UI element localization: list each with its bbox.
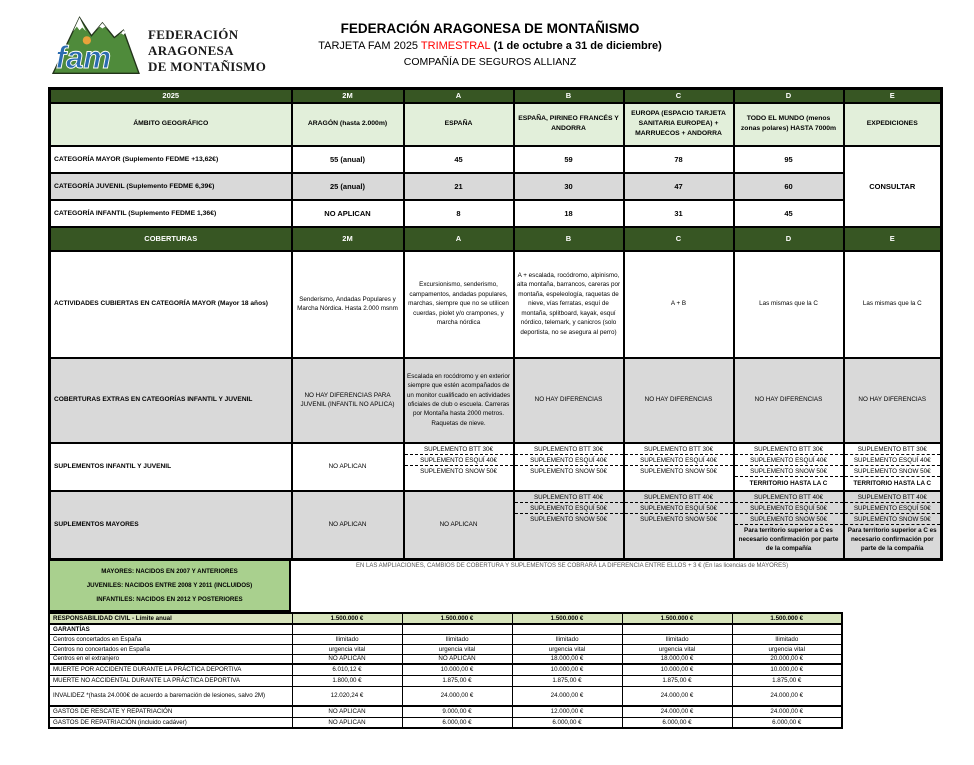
cell: 24.000,00 € bbox=[622, 706, 732, 717]
cell: Ilimitado bbox=[402, 634, 512, 644]
suplemento-item: SUPLEMENTO ESQUÍ 40€ bbox=[515, 455, 623, 466]
suplemento-item: SUPLEMENTO SNOW 50€ bbox=[420, 467, 497, 475]
page-title: FEDERACIÓN ARAGONESA DE MONTAÑISMO bbox=[340, 21, 640, 36]
col-header-d: D bbox=[734, 89, 844, 103]
cell: 1.875,00 € bbox=[732, 675, 842, 686]
cell: urgencia vital bbox=[622, 644, 732, 654]
cell: ESPAÑA, PIRINEO FRANCÉS Y ANDORRA bbox=[514, 103, 624, 146]
cell: NO HAY DIFERENCIAS PARA JUVENIL (INFANTIL NO APLICA) bbox=[292, 358, 404, 443]
cell: GASTOS DE RESCATE Y REPATRIACIÓN bbox=[49, 706, 292, 717]
cell: Ilimitado bbox=[732, 634, 842, 644]
suplemento-item: SUPLEMENTO ESQUÍ 50€ bbox=[845, 503, 941, 514]
cell: 1.500.000 € bbox=[512, 613, 622, 624]
pricing-table bbox=[48, 87, 943, 561]
cell: 24.000,00 € bbox=[732, 706, 842, 717]
cell: 6.000,00 € bbox=[732, 717, 842, 728]
subtitle-suffix: (1 de octubre a 31 de diciembre) bbox=[490, 40, 662, 52]
cell: 1.800,00 € bbox=[292, 675, 402, 686]
cell: 47 bbox=[624, 173, 734, 200]
cell: urgencia vital bbox=[512, 644, 622, 654]
cell: TODO EL MUNDO (menos zonas polares) HASTA 7000m bbox=[734, 103, 844, 146]
cell: NO HAY DIFERENCIAS bbox=[514, 358, 624, 443]
cell: EXPEDICIONES bbox=[844, 103, 942, 146]
insurer-line: COMPAÑÍA DE SEGUROS ALLIANZ bbox=[403, 56, 577, 68]
col-header-coberturas: COBERTURAS bbox=[50, 227, 292, 251]
cell: NO HAY DIFERENCIAS bbox=[734, 358, 844, 443]
cell: RESPONSABILIDAD CIVIL - Límite anual bbox=[49, 613, 292, 624]
cell: Centros concertados en España bbox=[49, 634, 292, 644]
suplemento-item: SUPLEMENTO BTT 30€ bbox=[735, 444, 843, 455]
suplemento-item: SUPLEMENTO SNOW 50€ bbox=[845, 466, 941, 477]
categoria-juvenil-row bbox=[50, 173, 942, 200]
col-header-a: A bbox=[404, 227, 514, 251]
cell: 1.500.000 € bbox=[402, 613, 512, 624]
cell: CATEGORÍA MAYOR (Suplemento FEDME +13,62€) bbox=[50, 146, 292, 173]
cell: urgencia vital bbox=[732, 644, 842, 654]
cell bbox=[404, 443, 514, 491]
cell bbox=[514, 443, 624, 491]
cell bbox=[844, 491, 942, 560]
subtitle-prefix: TARJETA FAM 2025 bbox=[318, 40, 421, 52]
ages-line-juveniles: JUVENILES: NACIDOS ENTRE 2008 Y 2011 (INCLUIDOS) bbox=[86, 582, 253, 589]
cell: ARAGÓN (hasta 2.000m) bbox=[292, 103, 404, 146]
cell: Excursionismo, senderismo, campamentos, andadas populares, marchas, siempre que no se utilicen cuerdas, piolet y/o crampones, y marcha nórdica bbox=[404, 251, 514, 358]
cell: 10.000,00 € bbox=[622, 664, 732, 675]
territorio-note: TERRITORIO HASTA LA C bbox=[749, 479, 828, 487]
suplemento-item: SUPLEMENTO ESQUÍ 40€ bbox=[405, 455, 513, 466]
cell: 12.020,24 € bbox=[292, 686, 402, 706]
cell: NO APLICAN bbox=[402, 654, 512, 664]
cell: CATEGORÍA INFANTIL (Suplemento FEDME 1,36€) bbox=[50, 200, 292, 227]
org-name-line: DE MONTAÑISMO bbox=[148, 59, 267, 74]
coberturas-extras-row bbox=[50, 358, 942, 443]
cell: EUROPA (ESPACIO TARJETA SANITARIA EUROPEA) + MARRUECOS + ANDORRA bbox=[624, 103, 734, 146]
col-header-d: D bbox=[734, 227, 844, 251]
cell: Ilimitado bbox=[292, 634, 402, 644]
suplemento-item: SUPLEMENTO ESQUÍ 40€ bbox=[735, 455, 843, 466]
org-name-line: FEDERACIÓN bbox=[148, 27, 239, 42]
fam-logo-text: fam bbox=[55, 39, 112, 75]
suplemento-item: SUPLEMENTO ESQUÍ 50€ bbox=[515, 503, 623, 514]
col-header-b: B bbox=[514, 227, 624, 251]
cell: MUERTE NO ACCIDENTAL DURANTE LA PRÁCTICA DEPORTIVA bbox=[49, 675, 292, 686]
cell: 55 (anual) bbox=[292, 146, 404, 173]
cell bbox=[734, 443, 844, 491]
cell: 95 bbox=[734, 146, 844, 173]
table-row bbox=[49, 654, 842, 664]
subtitle-highlight: TRIMESTRAL bbox=[420, 40, 491, 52]
col-header-c: C bbox=[624, 89, 734, 103]
confirmacion-note: Para territorio superior a C es necesario confirmación por parte de la compañía bbox=[847, 526, 937, 552]
ampliaciones-note: EN LAS AMPLIACIONES, CAMBIOS DE COBERTURA Y SUPLEMENTOS SE COBRARÁ LA DIFERENCIA ENTRE ELLOS + 3 € (En las licencias de MAYORES) bbox=[356, 563, 789, 569]
cell: 24.000,00 € bbox=[622, 686, 732, 706]
cell: 1.875,00 € bbox=[622, 675, 732, 686]
table-row bbox=[49, 675, 842, 686]
suplementos-infantil-row bbox=[50, 443, 942, 491]
cell: 6.000,00 € bbox=[402, 717, 512, 728]
cell: 18.000,00 € bbox=[622, 654, 732, 664]
cell: Ilimitado bbox=[512, 634, 622, 644]
cell: NO HAY DIFERENCIAS bbox=[844, 358, 942, 443]
cell bbox=[624, 491, 734, 560]
cell: ACTIVIDADES CUBIERTAS EN CATEGORÍA MAYOR (Mayor 18 años) bbox=[50, 251, 292, 358]
cell: 10.000,00 € bbox=[512, 664, 622, 675]
cell bbox=[514, 491, 624, 560]
cell: MUERTE POR ACCIDENTE DURANTE LA PRÁCTICA DEPORTIVA bbox=[49, 664, 292, 675]
ages-legend-box bbox=[48, 559, 291, 612]
categoria-mayor-row bbox=[50, 146, 942, 173]
cell: Escalada en rocódromo y en exterior siempre que estén acompañados de un monitor cualificado en actividades oficiales de club o escuela. Carreras por Montaña hasta 2000 metros. Raquetas de nieve. bbox=[404, 358, 514, 443]
col-header-b: B bbox=[514, 89, 624, 103]
cell bbox=[732, 624, 842, 634]
suplemento-item: SUPLEMENTO SNOW 50€ bbox=[640, 467, 717, 475]
cell: 78 bbox=[624, 146, 734, 173]
cell: Las mismas que la C bbox=[734, 251, 844, 358]
cell: NO APLICAN bbox=[292, 717, 402, 728]
col-header-2m: 2M bbox=[292, 227, 404, 251]
cell: NO HAY DIFERENCIAS bbox=[624, 358, 734, 443]
cell: NO APLICAN bbox=[404, 491, 514, 560]
cell: 45 bbox=[734, 200, 844, 227]
cell: 60 bbox=[734, 173, 844, 200]
cell: 45 bbox=[404, 146, 514, 173]
title-block bbox=[240, 21, 740, 68]
suplemento-item: SUPLEMENTO ESQUÍ 40€ bbox=[845, 455, 941, 466]
ambito-row bbox=[50, 103, 942, 146]
cell: 1.500.000 € bbox=[732, 613, 842, 624]
suplemento-item: SUPLEMENTO SNOW 50€ bbox=[640, 515, 717, 523]
table-row bbox=[49, 717, 842, 728]
cell bbox=[622, 624, 732, 634]
cell: urgencia vital bbox=[402, 644, 512, 654]
col-header-year: 2025 bbox=[50, 89, 292, 103]
cell: 6.010,12 € bbox=[292, 664, 402, 675]
fam-mountain-logo-icon bbox=[50, 12, 142, 76]
confirmacion-note: Para territorio superior a C es necesario confirmación por parte de la compañía bbox=[738, 526, 839, 552]
table-row bbox=[49, 686, 842, 706]
cell: INVALIDEZ *(hasta 24.000€ de acuerdo a baremación de lesiones, salvo 2M) bbox=[49, 686, 292, 706]
suplemento-item: SUPLEMENTO BTT 40€ bbox=[515, 492, 623, 503]
table-row bbox=[49, 706, 842, 717]
suplemento-item: SUPLEMENTO BTT 30€ bbox=[845, 444, 941, 455]
cell: 18.000,00 € bbox=[512, 654, 622, 664]
ages-line-mayores: MAYORES: NACIDOS EN 2007 Y ANTERIORES bbox=[101, 568, 238, 575]
cell: A + B bbox=[624, 251, 734, 358]
suplemento-item: SUPLEMENTO BTT 30€ bbox=[405, 444, 513, 455]
cell bbox=[512, 624, 622, 634]
suplemento-item: SUPLEMENTO ESQUÍ 40€ bbox=[625, 455, 733, 466]
cell: Ilimitado bbox=[622, 634, 732, 644]
suplementos-mayores-row bbox=[50, 491, 942, 560]
cell: NO APLICAN bbox=[292, 200, 404, 227]
year-header-row bbox=[50, 89, 942, 103]
table-row bbox=[49, 664, 842, 675]
cell: 1.875,00 € bbox=[512, 675, 622, 686]
cell: 6.000,00 € bbox=[622, 717, 732, 728]
cell: 24.000,00 € bbox=[512, 686, 622, 706]
cell: GASTOS DE REPATRIACIÓN (incluido cadáver) bbox=[49, 717, 292, 728]
cell: urgencia vital bbox=[292, 644, 402, 654]
col-header-2m: 2M bbox=[292, 89, 404, 103]
suplemento-item: SUPLEMENTO SNOW 50€ bbox=[735, 466, 843, 477]
page-subtitle bbox=[240, 40, 740, 52]
table-row bbox=[49, 634, 842, 644]
cell bbox=[844, 443, 942, 491]
cell: 9.000,00 € bbox=[402, 706, 512, 717]
cell: Centros no concertados en España bbox=[49, 644, 292, 654]
cell: 31 bbox=[624, 200, 734, 227]
suplemento-item: SUPLEMENTO SNOW 50€ bbox=[735, 514, 843, 525]
cell: 12.000,00 € bbox=[512, 706, 622, 717]
cell: 20.000,00 € bbox=[732, 654, 842, 664]
suplemento-item: SUPLEMENTO BTT 40€ bbox=[625, 492, 733, 503]
suplemento-item: SUPLEMENTO BTT 40€ bbox=[845, 492, 941, 503]
cell bbox=[734, 491, 844, 560]
cell: SUPLEMENTOS INFANTIL Y JUVENIL bbox=[50, 443, 292, 491]
cell: NO APLICAN bbox=[292, 654, 402, 664]
cell: NO APLICAN bbox=[292, 706, 402, 717]
cell: 10.000,00 € bbox=[732, 664, 842, 675]
cell bbox=[402, 624, 512, 634]
responsabilidad-civil-row bbox=[49, 613, 842, 624]
categoria-infantil-row bbox=[50, 200, 942, 227]
cell: 24.000,00 € bbox=[732, 686, 842, 706]
suplemento-item: SUPLEMENTO BTT 30€ bbox=[625, 444, 733, 455]
suplemento-item: SUPLEMENTO SNOW 50€ bbox=[530, 467, 607, 475]
cell: 30 bbox=[514, 173, 624, 200]
suplemento-item: SUPLEMENTO ESQUÍ 50€ bbox=[625, 503, 733, 514]
coberturas-header-row bbox=[50, 227, 942, 251]
cell: CATEGORÍA JUVENIL (Suplemento FEDME 6,39€) bbox=[50, 173, 292, 200]
col-header-c: C bbox=[624, 227, 734, 251]
actividades-row bbox=[50, 251, 942, 358]
cell: SUPLEMENTOS MAYORES bbox=[50, 491, 292, 560]
cell: Centros en el extranjero bbox=[49, 654, 292, 664]
cell: 25 (anual) bbox=[292, 173, 404, 200]
cell: GARANTÍAS bbox=[49, 624, 292, 634]
cell: Senderismo, Andadas Populares y Marcha Nórdica. Hasta 2.000 msnm bbox=[292, 251, 404, 358]
table-row bbox=[49, 644, 842, 654]
cell: 6.000,00 € bbox=[512, 717, 622, 728]
suplemento-item: SUPLEMENTO SNOW 50€ bbox=[845, 514, 941, 525]
suplemento-item: SUPLEMENTO BTT 30€ bbox=[515, 444, 623, 455]
cell: 10.000,00 € bbox=[402, 664, 512, 675]
cell bbox=[292, 624, 402, 634]
cell: Las mismas que la C bbox=[844, 251, 942, 358]
ambito-label: ÁMBITO GEOGRÁFICO bbox=[50, 103, 292, 146]
cell: 1.500.000 € bbox=[622, 613, 732, 624]
suplemento-item: SUPLEMENTO ESQUÍ 50€ bbox=[735, 503, 843, 514]
col-header-e: E bbox=[844, 89, 942, 103]
cell: 18 bbox=[514, 200, 624, 227]
cell: NO APLICAN bbox=[292, 443, 404, 491]
col-header-a: A bbox=[404, 89, 514, 103]
cell: 21 bbox=[404, 173, 514, 200]
ages-line-infantiles: INFANTILES: NACIDOS EN 2012 Y POSTERIORES bbox=[96, 596, 243, 603]
consultar-cell: CONSULTAR bbox=[844, 146, 942, 227]
cell bbox=[624, 443, 734, 491]
cell: COBERTURAS EXTRAS EN CATEGORÍAS INFANTIL Y JUVENIL bbox=[50, 358, 292, 443]
cell: 1.500.000 € bbox=[292, 613, 402, 624]
cell: 1.875,00 € bbox=[402, 675, 512, 686]
cell: 24.000,00 € bbox=[402, 686, 512, 706]
garantias-table bbox=[48, 612, 843, 729]
garantias-section-row bbox=[49, 624, 842, 634]
cell: NO APLICAN bbox=[292, 491, 404, 560]
suplemento-item: SUPLEMENTO BTT 40€ bbox=[735, 492, 843, 503]
cell: ESPAÑA bbox=[404, 103, 514, 146]
col-header-e: E bbox=[844, 227, 942, 251]
cell: A + escalada, rocódromo, alpinismo, alta montaña, barrancos, careras por montaña, espeleología, raquetas de nieve, vías ferratas, esquí de montaña, splitboard, kayak, esquí nórdico, telemark, y canicros (solo deportista, no se asegura al perro) bbox=[514, 251, 624, 358]
territorio-note: TERRITORIO HASTA LA C bbox=[853, 479, 932, 487]
cell: 8 bbox=[404, 200, 514, 227]
suplemento-item: SUPLEMENTO SNOW 50€ bbox=[530, 515, 607, 523]
org-name-line: ARAGONESA bbox=[148, 43, 234, 58]
cell: 59 bbox=[514, 146, 624, 173]
